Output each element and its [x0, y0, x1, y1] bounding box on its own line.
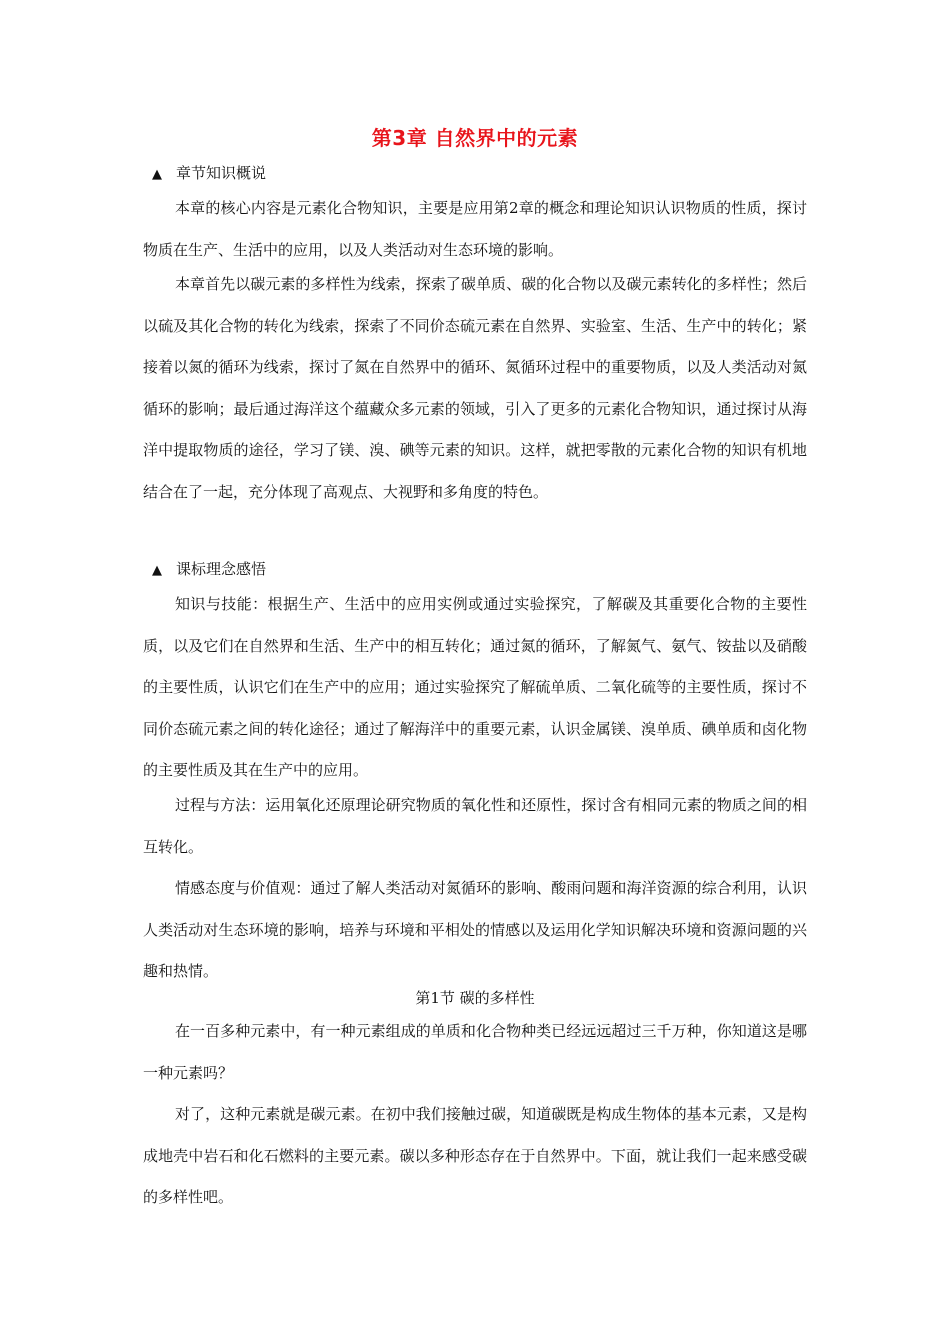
curriculum-paragraph-knowledge: 知识与技能：根据生产、生活中的应用实例或通过实验探究，了解碳及其重要化合物的主要性质，以及它们在自然界和生活、生产中的相互转化；通过氮的循环，了解氮气、氨气、铵盐以及硝酸的主要性质，认识它们在生产中的应用；通过实验探究了解硫单质、二氧化硫等的主要性质，探讨不同价态硫元素之间的转化途径；通过了解海洋中的重要元素，认识金属镁、溴单质、碘单质和卤化物的主要性质及其在生产中的应用。 [143, 595, 807, 779]
curriculum-paragraph-process: 过程与方法：运用氧化还原理论研究物质的氧化性和还原性，探讨含有相同元素的物质之间的相互转化。 [143, 796, 807, 856]
curriculum-heading-label: 课标理念感悟 [176, 560, 267, 578]
section-title: 第1节 碳的多样性 [415, 989, 535, 1007]
chapter-title: 第3章 自然界中的元素 [371, 126, 579, 150]
section-paragraph-2: 对了，这种元素就是碳元素。在初中我们接触过碳，知道碳既是构成生物体的基本元素，又是构成地壳中岩石和化石燃料的主要元素。碳以多种形态存在于自然界中。下面，就让我们一起来感受碳的多样性吧。 [143, 1105, 807, 1206]
curriculum-heading [152, 557, 266, 583]
overview-paragraph-2: 本章首先以碳元素的多样性为线索，探索了碳单质、碳的化合物以及碳元素转化的多样性；然后以硫及其化合物的转化为线索，探索了不同价态硫元素在自然界、实验室、生活、生产中的转化；紧接着以氮的循环为线索，探讨了氮在自然界中的循环、氮循环过程中的重要物质，以及人类活动对氮循环的影响；最后通过海洋这个蕴藏众多元素的领域，引入了更多的元素化合物知识，通过探讨从海洋中提取物质的途径，学习了镁、溴、碘等元素的知识。这样，就把零散的元素化合物的知识有机地结合在了一起，充分体现了高观点、大视野和多角度的特色。 [143, 275, 807, 501]
overview-paragraph-1: 本章的核心内容是元素化合物知识，主要是应用第2章的概念和理论知识认识物质的性质，探讨物质在生产、生活中的应用，以及人类活动对生态环境的影响。 [143, 199, 807, 259]
section-paragraph-1: 在一百多种元素中，有一种元素组成的单质和化合物种类已经远远超过三千万种，你知道这是哪一种元素吗？ [143, 1022, 807, 1082]
overview-heading [152, 161, 266, 187]
triangle-marker-icon: ▲ [152, 167, 162, 182]
triangle-marker-icon: ▲ [152, 563, 162, 578]
overview-heading-label: 章节知识概说 [176, 164, 267, 182]
curriculum-paragraph-attitude: 情感态度与价值观：通过了解人类活动对氮循环的影响、酸雨问题和海洋资源的综合利用，认识人类活动对生态环境的影响，培养与环境和平相处的情感以及运用化学知识解决环境和资源问题的兴趣和热情。 [143, 879, 807, 980]
